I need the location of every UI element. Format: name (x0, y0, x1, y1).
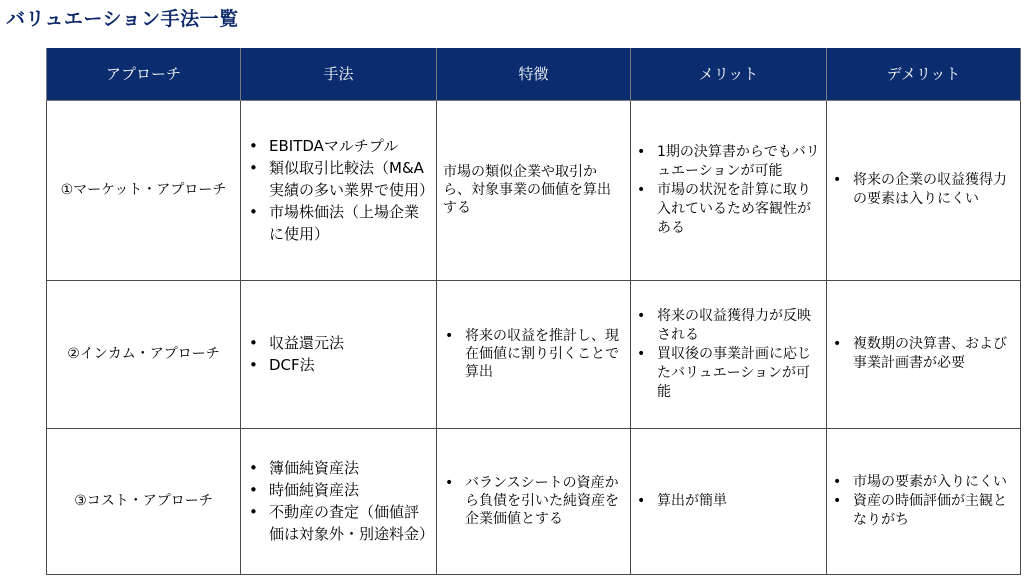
merit-cell (631, 428, 827, 574)
demerit-cell (827, 428, 1021, 574)
merit-cell (631, 280, 827, 428)
demerit-list (833, 335, 1014, 373)
merit-list (637, 307, 820, 402)
list-item: • 類似取引比較法（M&A実績の多い業界で使用） (247, 157, 430, 201)
list-item: • 簿価純資産法 (247, 457, 430, 479)
approach-cell: ①マーケット・アプローチ (47, 100, 241, 280)
header-approach: アプローチ (47, 48, 241, 100)
list-item: • EBITDAマルチプル (247, 135, 430, 157)
header-merit: メリット (631, 48, 827, 100)
list-item: • 将来の収益を推計し、現在価値に割り引くことで算出 (443, 327, 624, 381)
list-item: • 算出が簡単 (637, 492, 820, 511)
table-row (47, 428, 1021, 574)
method-list (247, 457, 435, 545)
feature-list (443, 327, 624, 381)
list-item: • 資産の時価評価が主観となりがち (833, 492, 1014, 530)
merit-list (637, 143, 820, 238)
header-feature: 特徴 (437, 48, 631, 100)
table-row (47, 280, 1021, 428)
page-title: バリュエーション手法一覧 (6, 8, 239, 30)
demerit-cell (827, 100, 1021, 280)
feature-list (443, 474, 624, 528)
header-method: 手法 (241, 48, 437, 100)
list-item: • バランスシートの資産から負債を引いた純資産を企業価値とする (443, 474, 624, 528)
method-list (247, 135, 435, 245)
valuation-table (46, 48, 1021, 575)
merit-cell (631, 100, 827, 280)
merit-list (637, 492, 820, 511)
header-demerit: デメリット (827, 48, 1021, 100)
list-item: • 市場株価法（上場企業に使用） (247, 201, 430, 245)
feature-cell (437, 428, 631, 574)
demerit-cell (827, 280, 1021, 428)
table-row (47, 100, 1021, 280)
list-item: • 不動産の査定（価値評価は対象外・別途料金） (247, 501, 430, 545)
list-item: • 将来の収益獲得力が反映される (637, 307, 820, 345)
list-item: • 市場の要素が入りにくい (833, 473, 1014, 492)
list-item: • 将来の企業の収益獲得力の要素は入りにくい (833, 171, 1014, 209)
list-item: • 複数期の決算書、および事業計画書が必要 (833, 335, 1014, 373)
method-cell (241, 280, 437, 428)
feature-cell (437, 280, 631, 428)
list-item: • 市場の状況を計算に取り入れているため客観性がある (637, 181, 820, 238)
approach-cell: ③コスト・アプローチ (47, 428, 241, 574)
list-item: • 時価純資産法 (247, 479, 430, 501)
header-row (47, 48, 1021, 100)
method-list (247, 332, 430, 376)
list-item: • 1期の決算書からでもバリュエーションが可能 (637, 143, 820, 181)
feature-cell: 市場の類似企業や取引から、対象事業の価値を算出する (437, 100, 631, 280)
demerit-list (833, 473, 1014, 530)
list-item: • DCF法 (247, 354, 430, 376)
method-cell (241, 428, 437, 574)
demerit-list (833, 171, 1014, 209)
approach-cell: ②インカム・アプローチ (47, 280, 241, 428)
method-cell (241, 100, 437, 280)
list-item: • 買収後の事業計画に応じたバリュエーションが可能 (637, 345, 820, 402)
list-item: • 収益還元法 (247, 332, 430, 354)
